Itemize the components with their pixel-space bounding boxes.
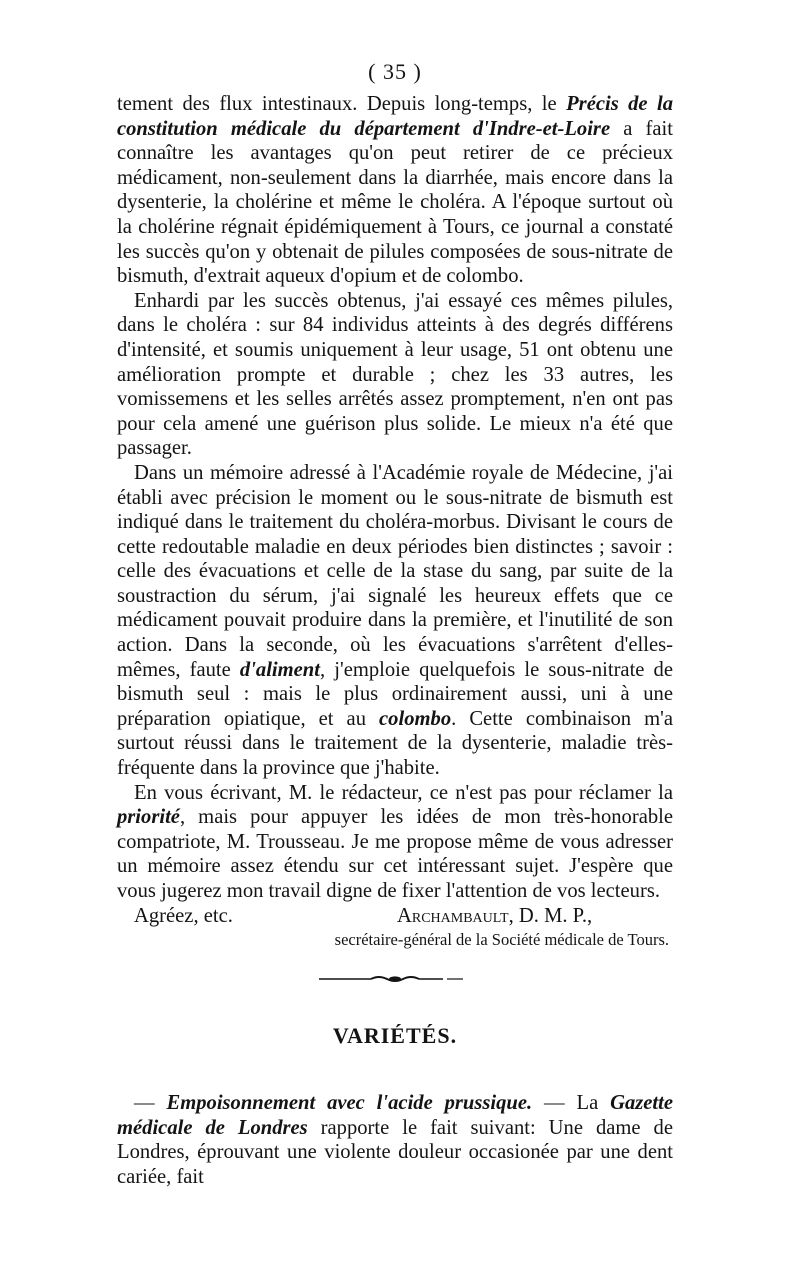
document-page: [117, 58, 673, 1190]
closing-formula: Agréez, etc.: [134, 904, 233, 927]
italic-emphasis: colombo: [379, 707, 452, 730]
italic-source-title: Gazette médicale de Londres: [117, 1092, 673, 1139]
paragraph-text: —: [134, 1092, 167, 1115]
italic-article-title: Empoisonnement avec l'acide prussique.: [166, 1092, 533, 1115]
ornamental-divider: [319, 974, 463, 984]
paragraph-text: tement des flux intestinaux. Depuis long-temps, le: [117, 93, 567, 115]
page-number: ( 35 ): [368, 59, 422, 84]
divider-ornament-icon: [319, 974, 463, 984]
paragraph-text: En vous écrivant, M. le rédacteur, ce n'est pas pour réclamer la: [134, 781, 673, 804]
italic-emphasis: d'aliment: [239, 658, 320, 681]
author-name: Archambault: [397, 904, 509, 927]
signature-line: [117, 904, 673, 929]
section-heading: VARIÉTÉS.: [332, 1023, 458, 1049]
author-signature: [397, 904, 592, 929]
paragraph-text: , mais pour appuyer les idées de mon très-honorable compatriote, M. Trousseau. Je me propose même de vous adresser un mémoire assez étendu sur cet intéressant sujet. J'espère que vous jugerez mon travail digne de fixer l'attention de vos lecteurs.: [117, 806, 673, 902]
author-suffix: , D. M. P.,: [508, 904, 593, 927]
paragraph-cholera-results: [117, 289, 673, 461]
author-title: secrétaire-général de la Société médicale de Tours.: [334, 930, 669, 950]
paragraph-text: Enhardi par les succès obtenus, j'ai essayé ces mêmes pilules, dans le choléra : sur 84 individus atteints à des degrés différens d'intensité, et soumis uniquement à leur usage, 51 ont obtenu une amélioration prompte et durable ; chez les 33 autres, les vomissemens et les selles arrêtés assez promptement, n'en ont pas pour cela amené une guérison plus solide. Le mieux n'a été que passager.: [117, 289, 673, 460]
paragraph-memoire-academie: [117, 461, 673, 781]
paragraph-text: . Cette combinaison m'a surtout réussi dans le traitement de la dysenterie, maladie très-fréquente dans la province que j'habite.: [117, 707, 673, 780]
paragraph-text: a fait connaître les avantages qu'on peut retirer de ce précieux médicament, non-seulement dans la diarrhée, mais encore dans la dysenterie, la cholérine et même le choléra. A l'époque surtout où la cholérine régnait épidémiquement à Tours, ce journal a constaté les succès qu'on y obtenait de pilules composées de sous-nitrate de bismuth, d'extrait aqueux d'opium et de colombo.: [117, 117, 673, 288]
paragraph-text: Dans un mémoire adressé à l'Académie royale de Médecine, j'ai établi avec précision le moment ou le sous-nitrate de bismuth est indiqué dans le traitement du choléra-morbus. Divisant le cours de cette redoutable maladie en deux périodes bien distinctes ; savoir : celle des évacuations et celle de la stase du sang, par suite de la soustraction du sérum, j'ai signalé les heureux effets que ce médicament pouvait produire dans la première, et l'inutilité de son action. Dans la seconde, où les évacuations s'arrêtent d'elles-mêmes, faute: [117, 461, 673, 681]
paragraph-acide-prussique: [117, 1091, 673, 1189]
paragraph-text: — La: [532, 1092, 611, 1115]
italic-journal-title: Précis de la constitution médicale du département d'Indre-et-Loire: [117, 93, 673, 140]
paragraph-bismuth-precis: [117, 92, 673, 289]
italic-emphasis: priorité: [117, 806, 180, 829]
paragraph-text: rapporte le fait suivant: Une dame de Londres, éprouvant une violente douleur occasionée par une dent cariée, fait: [117, 1116, 673, 1188]
paragraph-letter-closing: [117, 781, 673, 904]
paragraph-text: , j'emploie quelquefois le sous-nitrate de bismuth seul : mais le plus ordinairement aussi, uni à une préparation opiatique, et au: [117, 658, 673, 730]
